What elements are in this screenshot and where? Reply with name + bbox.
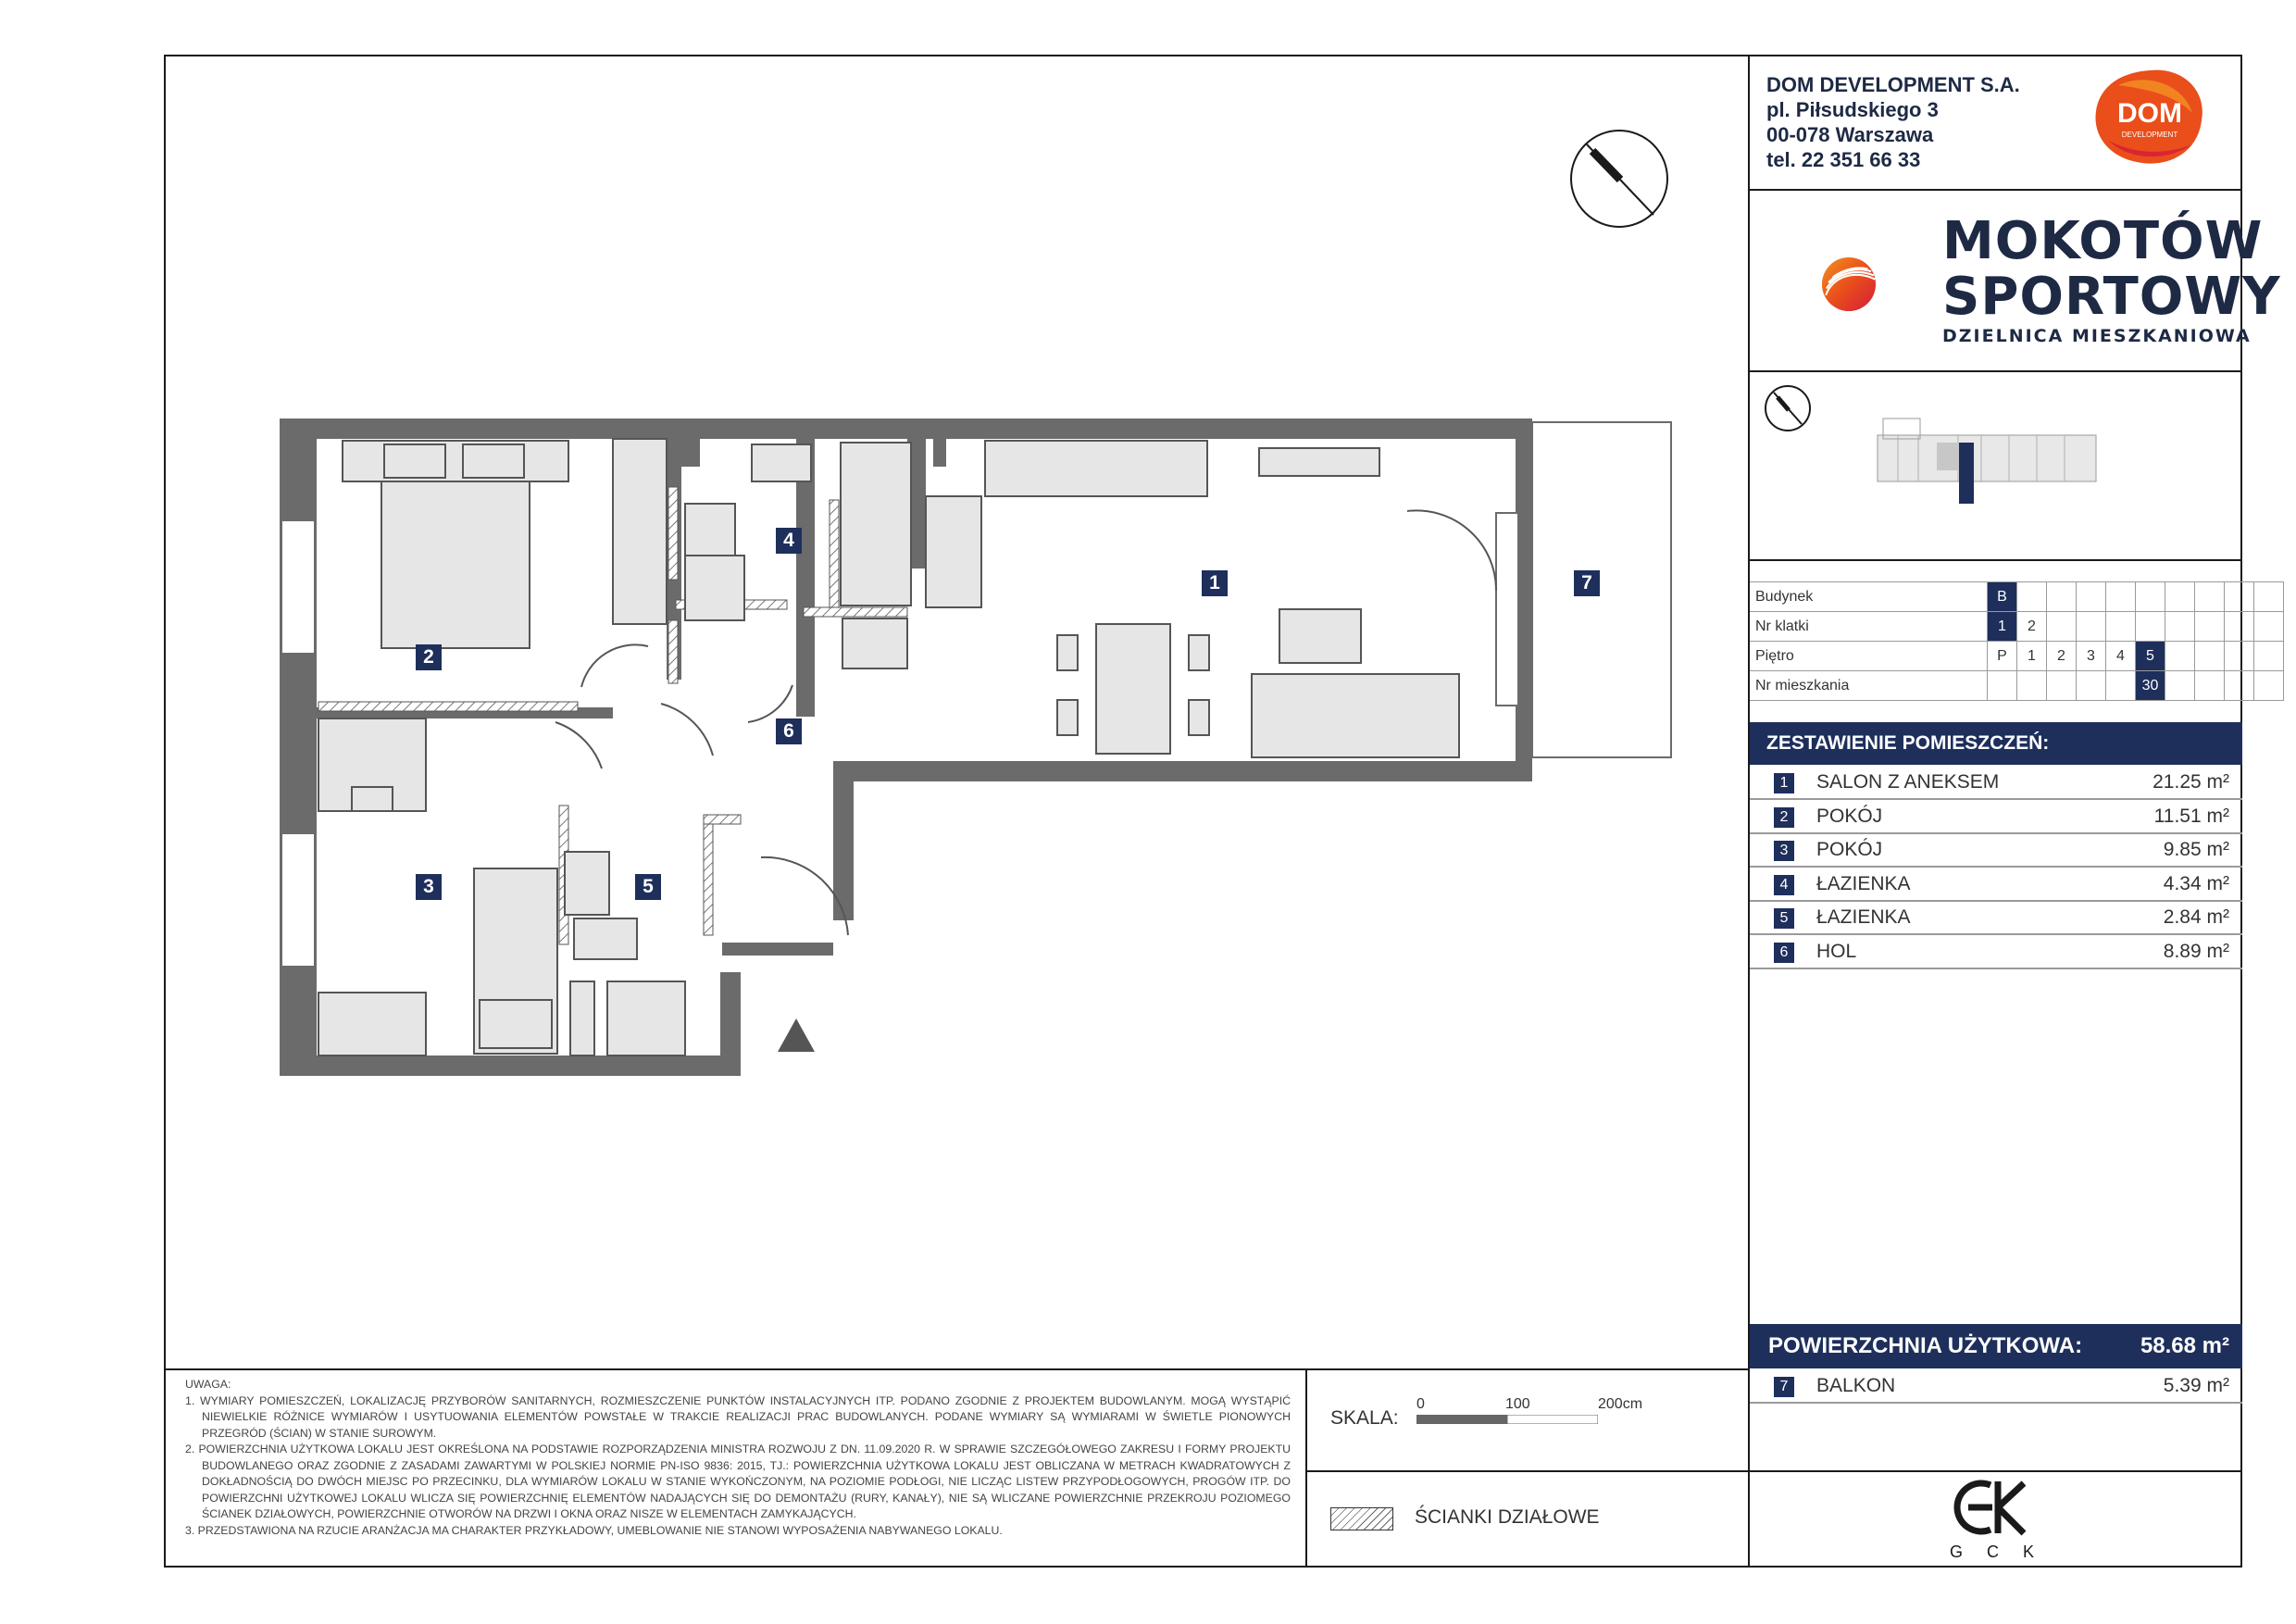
info-cell (2077, 582, 2106, 612)
info-cell (2225, 642, 2254, 671)
scale-0: 0 (1416, 1396, 1425, 1412)
brand-divider (1748, 370, 2242, 372)
balcony-row (1750, 1370, 2242, 1404)
room-row (1750, 801, 2242, 834)
info-cell: 3 (2077, 642, 2106, 671)
info-cell (2047, 582, 2077, 612)
dom-development-logo (2090, 67, 2209, 169)
info-row-label: Nr mieszkania (1750, 671, 1988, 701)
partition-hatch-swatch (1330, 1507, 1393, 1530)
note-1: 1. WYMIARY POMIESZCZEŃ, LOKALIZACJĘ PRZYBORÓW SANITARNYCH, ROZMIESZCZENIE PUNKTÓW INSTALACYJNYCH ITP. PODANO ZGODNIE Z PROJEKTEM BUDOWLANYM. MOGĄ WYSTĄPIĆ NIEWIELKIE RÓŻNICE WYMIARÓW I USYTUOWANIA ELEMENTÓW POWSTAŁE W TRAKCIE REALIZACJI PRAC BUDOWLANYCH. PODANE WYMIARY SĄ WYMIARAMI W ŚWIETLE PIONOWYCH PRZEGRÓD (ŚCIAN) W STANIE SUROWYM. (185, 1393, 1291, 1440)
room-number-badge: 5 (1774, 908, 1794, 929)
info-cell (2077, 671, 2106, 701)
room-name: POKÓJ (1816, 805, 1883, 827)
info-cell (2254, 582, 2284, 612)
room-area: 5.39 m² (2163, 1375, 2229, 1396)
scale-bar (1416, 1415, 1598, 1424)
scale-label: SKALA: (1330, 1407, 1399, 1429)
info-cell: 1 (2017, 642, 2047, 671)
notes-divider (1305, 1368, 1307, 1568)
room-row (1750, 868, 2242, 902)
info-cell (2254, 612, 2284, 642)
project-name-line2: SPORTOWY (1942, 267, 2281, 327)
notes (185, 1377, 1291, 1539)
total-area-label: POWIERZCHNIA UŻYTKOWA: (1768, 1333, 2083, 1358)
room-area: 8.89 m² (2163, 940, 2229, 962)
floor-plan (278, 417, 1685, 1083)
room-area: 4.34 m² (2163, 872, 2229, 894)
info-cell: 1 (1988, 612, 2017, 642)
info-cell (2254, 671, 2284, 701)
info-cell (2195, 642, 2225, 671)
info-cell (1988, 671, 2017, 701)
info-cell (2106, 671, 2136, 701)
company-street: pl. Piłsudskiego 3 (1766, 98, 1939, 121)
total-area-value: 58.68 m² (2140, 1333, 2229, 1358)
room-name: HOL (1816, 940, 1857, 962)
balcony-divider (1748, 1470, 2242, 1472)
room-number-badge: 6 (1774, 943, 1794, 963)
total-area-bar (1750, 1324, 2242, 1368)
room-number-badge: 7 (1774, 1377, 1794, 1397)
info-cell: B (1988, 582, 2017, 612)
room-name: BALKON (1816, 1375, 1896, 1396)
info-cell (2195, 582, 2225, 612)
info-cell (2165, 612, 2195, 642)
compass-small-icon (1763, 383, 1813, 433)
note-2: 2. POWIERZCHNIA UŻYTKOWA LOKALU JEST OKREŚLONA NA PODSTAWIE ROZPORZĄDZENIA MINISTRA ROZWOJU Z DN. 11.09.2020 R. W SPRAWIE SZCZEGÓŁOWEGO ZAKRESU I FORMY PROJEKTU BUDOWLANEGO ORAZ ZGODNIE Z ZASADAMI ZAWARTYMI W POLSKIEJ NORMIE PN-ISO 9836: 2015, TJ.: POWIERZCHNIA UŻYTKOWA LOKALU JEST OBLICZANA W METRACH KWADRATOWYCH Z DOKŁADNOŚCIĄ DO DWÓCH MIEJSC PO PRZECINKU, DLA WYMIARÓW LOKALU W STANIE WYKOŃCZONYM, NA POZIOMIE PODŁOGI, NIE LICZĄC LISTEW PRZYPODŁOGOWYCH, PROGÓW ITP. DO POWIERZCHNI UŻYTKOWEJ LOKALU WLICZA SIĘ POWIERZCHNIĘ ELEMENTÓW NADAJĄCYCH SIĘ DO DEMONTAŻU (RURY, KANAŁY), NIE SĄ WLICZANE POWIERZCHNIE PRZEKROJU POZIOMEGO ŚCIANEK DZIAŁOWYCH, POWIERZCHNIE OTWORÓW NA DRZWI I OKNA ORAZ NISZE W ELEMENTACH ZAMYKAJĄCYCH. (185, 1443, 1291, 1520)
partition-legend-label: ŚCIANKI DZIAŁOWE (1415, 1506, 1600, 1528)
info-cell (2165, 642, 2195, 671)
info-cell (2136, 612, 2165, 642)
room-row (1750, 767, 2242, 800)
room-name: POKÓJ (1816, 839, 1883, 860)
info-row (1750, 582, 2284, 612)
unit-info-table (1750, 581, 2284, 701)
info-cell (2225, 671, 2254, 701)
plan-label-2: 2 (416, 644, 442, 670)
room-number-badge: 1 (1774, 773, 1794, 793)
room-row (1750, 834, 2242, 868)
info-cell: 2 (2047, 642, 2077, 671)
scale-divider (1305, 1470, 1748, 1472)
info-cell (2195, 612, 2225, 642)
room-number-badge: 3 (1774, 841, 1794, 861)
info-cell (2165, 671, 2195, 701)
info-row-label: Budynek (1750, 582, 1988, 612)
plan-label-6: 6 (776, 718, 802, 744)
info-cell (2225, 582, 2254, 612)
key-plan-highlight (1959, 443, 1974, 504)
info-cell (2077, 612, 2106, 642)
dom-logo-text: DOM (2117, 98, 2182, 129)
note-3: 3. PRZEDSTAWIONA NA RZUCIE ARANŻACJA MA CHARAKTER PRZYKŁADOWY, UMEBLOWANIE NIE STANOWI WYPOSAŻENIA NABYWANEGO LOKALU. (185, 1523, 1003, 1537)
plan-label-3: 3 (416, 874, 442, 900)
info-cell (2047, 671, 2077, 701)
info-cell: P (1988, 642, 2017, 671)
room-row (1750, 902, 2242, 935)
header-divider (1748, 189, 2242, 191)
room-area: 11.51 m² (2153, 805, 2229, 827)
info-cell (2106, 582, 2136, 612)
notes-title: UWAGA: (185, 1378, 231, 1391)
room-number-badge: 4 (1774, 875, 1794, 895)
plan-label-1: 1 (1202, 570, 1228, 596)
info-cell: 4 (2106, 642, 2136, 671)
info-row-label: Nr klatki (1750, 612, 1988, 642)
info-cell (2017, 671, 2047, 701)
mokotow-sportowy-logo (1770, 206, 1928, 363)
room-name: ŁAZIENKA (1816, 906, 1911, 928)
info-cell (2165, 582, 2195, 612)
info-row (1750, 642, 2284, 671)
info-cell: 5 (2136, 642, 2165, 671)
plan-label-5: 5 (635, 874, 661, 900)
plan-label-4: 4 (776, 528, 802, 554)
scale-200: 200cm (1598, 1396, 1643, 1412)
scale-100: 100 (1505, 1396, 1530, 1412)
room-area: 2.84 m² (2163, 906, 2229, 928)
dom-logo-subtext: DEVELOPMENT (2121, 131, 2178, 139)
room-name: SALON Z ANEKSEM (1816, 771, 2000, 793)
keyplan-divider (1748, 559, 2242, 561)
company-name: DOM DEVELOPMENT S.A. (1766, 73, 2020, 96)
info-cell (2017, 582, 2047, 612)
room-number-badge: 2 (1774, 807, 1794, 828)
company-phone: tel. 22 351 66 33 (1766, 148, 1921, 171)
room-area: 21.25 m² (2152, 771, 2229, 793)
gck-text: GCK (1950, 1543, 2059, 1561)
room-area: 9.85 m² (2163, 839, 2229, 860)
info-cell (2106, 612, 2136, 642)
room-row (1750, 936, 2242, 969)
rooms-heading: ZESTAWIENIE POMIESZCZEŃ: (1750, 722, 2242, 765)
info-row (1750, 612, 2284, 642)
company-address (1766, 72, 2020, 172)
project-name-line1: MOKOTÓW (1942, 211, 2264, 271)
plan-label-7: 7 (1574, 570, 1600, 596)
info-cell: 2 (2017, 612, 2047, 642)
info-cell: 30 (2136, 671, 2165, 701)
project-tagline: DZIELNICA MIESZKANIOWA (1942, 326, 2252, 346)
info-cell (2195, 671, 2225, 701)
key-plan (1870, 407, 2111, 518)
info-row (1750, 671, 2284, 701)
room-name: ŁAZIENKA (1816, 872, 1911, 894)
info-cell (2254, 642, 2284, 671)
company-city: 00-078 Warszawa (1766, 123, 1934, 146)
info-cell (2136, 582, 2165, 612)
info-row-label: Piętro (1750, 642, 1988, 671)
info-cell (2225, 612, 2254, 642)
footer-divider (164, 1368, 1749, 1370)
compass-icon (1568, 128, 1670, 230)
info-cell (2047, 612, 2077, 642)
